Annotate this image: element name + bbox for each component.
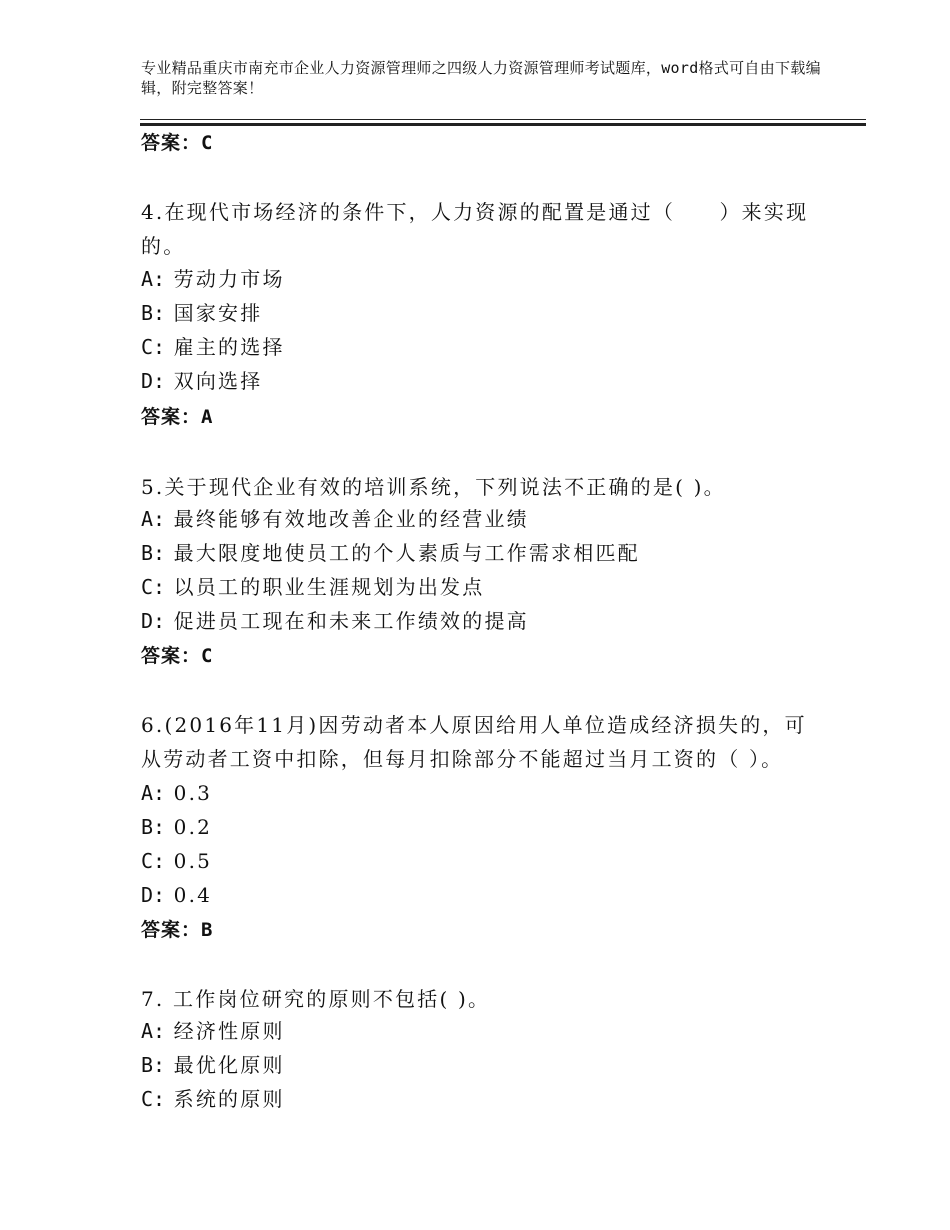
option-key: D:	[141, 369, 166, 393]
option-text: 国家安排	[173, 301, 263, 325]
question-stem: 在现代市场经济的条件下，人力资源的配置是通过（ ）来实现的。	[141, 200, 809, 258]
option-c	[141, 848, 212, 874]
option-text: 促进员工现在和未来工作绩效的提高	[173, 609, 529, 633]
option-key: C:	[141, 849, 166, 873]
option-c	[141, 574, 484, 600]
question-7-text	[141, 982, 811, 1016]
option-a	[141, 780, 212, 806]
option-key: D:	[141, 883, 166, 907]
option-d	[141, 368, 262, 394]
answer-line	[141, 131, 213, 155]
answer-line	[141, 405, 213, 429]
answer-label: 答案：	[141, 645, 202, 667]
option-text: 最终能够有效地改善企业的经营业绩	[173, 507, 529, 531]
option-b	[141, 1052, 285, 1078]
option-c	[141, 1086, 285, 1112]
question-stem: 关于现代企业有效的培训系统，下列说法不正确的是( )。	[164, 475, 726, 499]
option-d	[141, 608, 529, 634]
answer-value: C	[201, 132, 214, 154]
header-divider-thick	[140, 123, 866, 126]
option-text: 最大限度地使员工的个人素质与工作需求相匹配	[173, 541, 640, 565]
question-number: 6.	[141, 713, 165, 737]
option-key: B:	[141, 1053, 166, 1077]
option-text: 最优化原则	[173, 1053, 285, 1077]
answer-label: 答案：	[141, 919, 202, 941]
option-text: 0.5	[173, 849, 213, 873]
question-number: 5.	[141, 475, 165, 499]
option-text: 0.3	[173, 781, 213, 805]
option-key: A:	[141, 507, 166, 531]
option-a	[141, 266, 285, 292]
option-key: C:	[141, 1087, 166, 1111]
question-number: 7.	[141, 987, 165, 1011]
document-header: 专业精品重庆市南充市企业人力资源管理师之四级人力资源管理师考试题库，word格式可自由下载编辑，附完整答案！	[141, 59, 821, 97]
option-d	[141, 882, 212, 908]
option-b	[141, 540, 640, 566]
option-b	[141, 814, 212, 840]
answer-label: 答案：	[141, 132, 202, 154]
answer-line	[141, 644, 213, 668]
question-4-text	[141, 195, 811, 263]
header-divider-thin	[140, 119, 866, 120]
option-key: A:	[141, 267, 166, 291]
answer-value: C	[201, 645, 214, 667]
option-key: B:	[141, 541, 166, 565]
option-key: A:	[141, 781, 166, 805]
question-5-text	[141, 470, 811, 504]
option-b	[141, 300, 262, 326]
question-6-text	[141, 708, 811, 776]
option-text: 以员工的职业生涯规划为出发点	[173, 575, 485, 599]
question-stem: (2016年11月)因劳动者本人原因给用人单位造成经济损失的，可从劳动者工资中扣除，但每月扣除部分不能超过当月工资的（ ）。	[141, 713, 807, 771]
option-c	[141, 334, 285, 360]
option-text: 系统的原则	[173, 1087, 285, 1111]
answer-label: 答案：	[141, 406, 202, 428]
option-text: 雇主的选择	[173, 335, 285, 359]
option-key: C:	[141, 335, 166, 359]
option-key: C:	[141, 575, 166, 599]
option-text: 0.4	[173, 883, 213, 907]
option-text: 经济性原则	[173, 1019, 285, 1043]
option-key: B:	[141, 815, 166, 839]
option-key: D:	[141, 609, 166, 633]
option-a	[141, 1018, 285, 1044]
answer-value: A	[201, 406, 214, 428]
option-a	[141, 506, 529, 532]
option-text: 0.2	[173, 815, 213, 839]
option-key: B:	[141, 301, 166, 325]
question-number: 4.	[141, 200, 165, 224]
option-key: A:	[141, 1019, 166, 1043]
answer-line	[141, 918, 213, 942]
option-text: 双向选择	[173, 369, 263, 393]
option-text: 劳动力市场	[173, 267, 285, 291]
question-stem: 工作岗位研究的原则不包括( )。	[164, 987, 491, 1011]
answer-value: B	[201, 919, 214, 941]
